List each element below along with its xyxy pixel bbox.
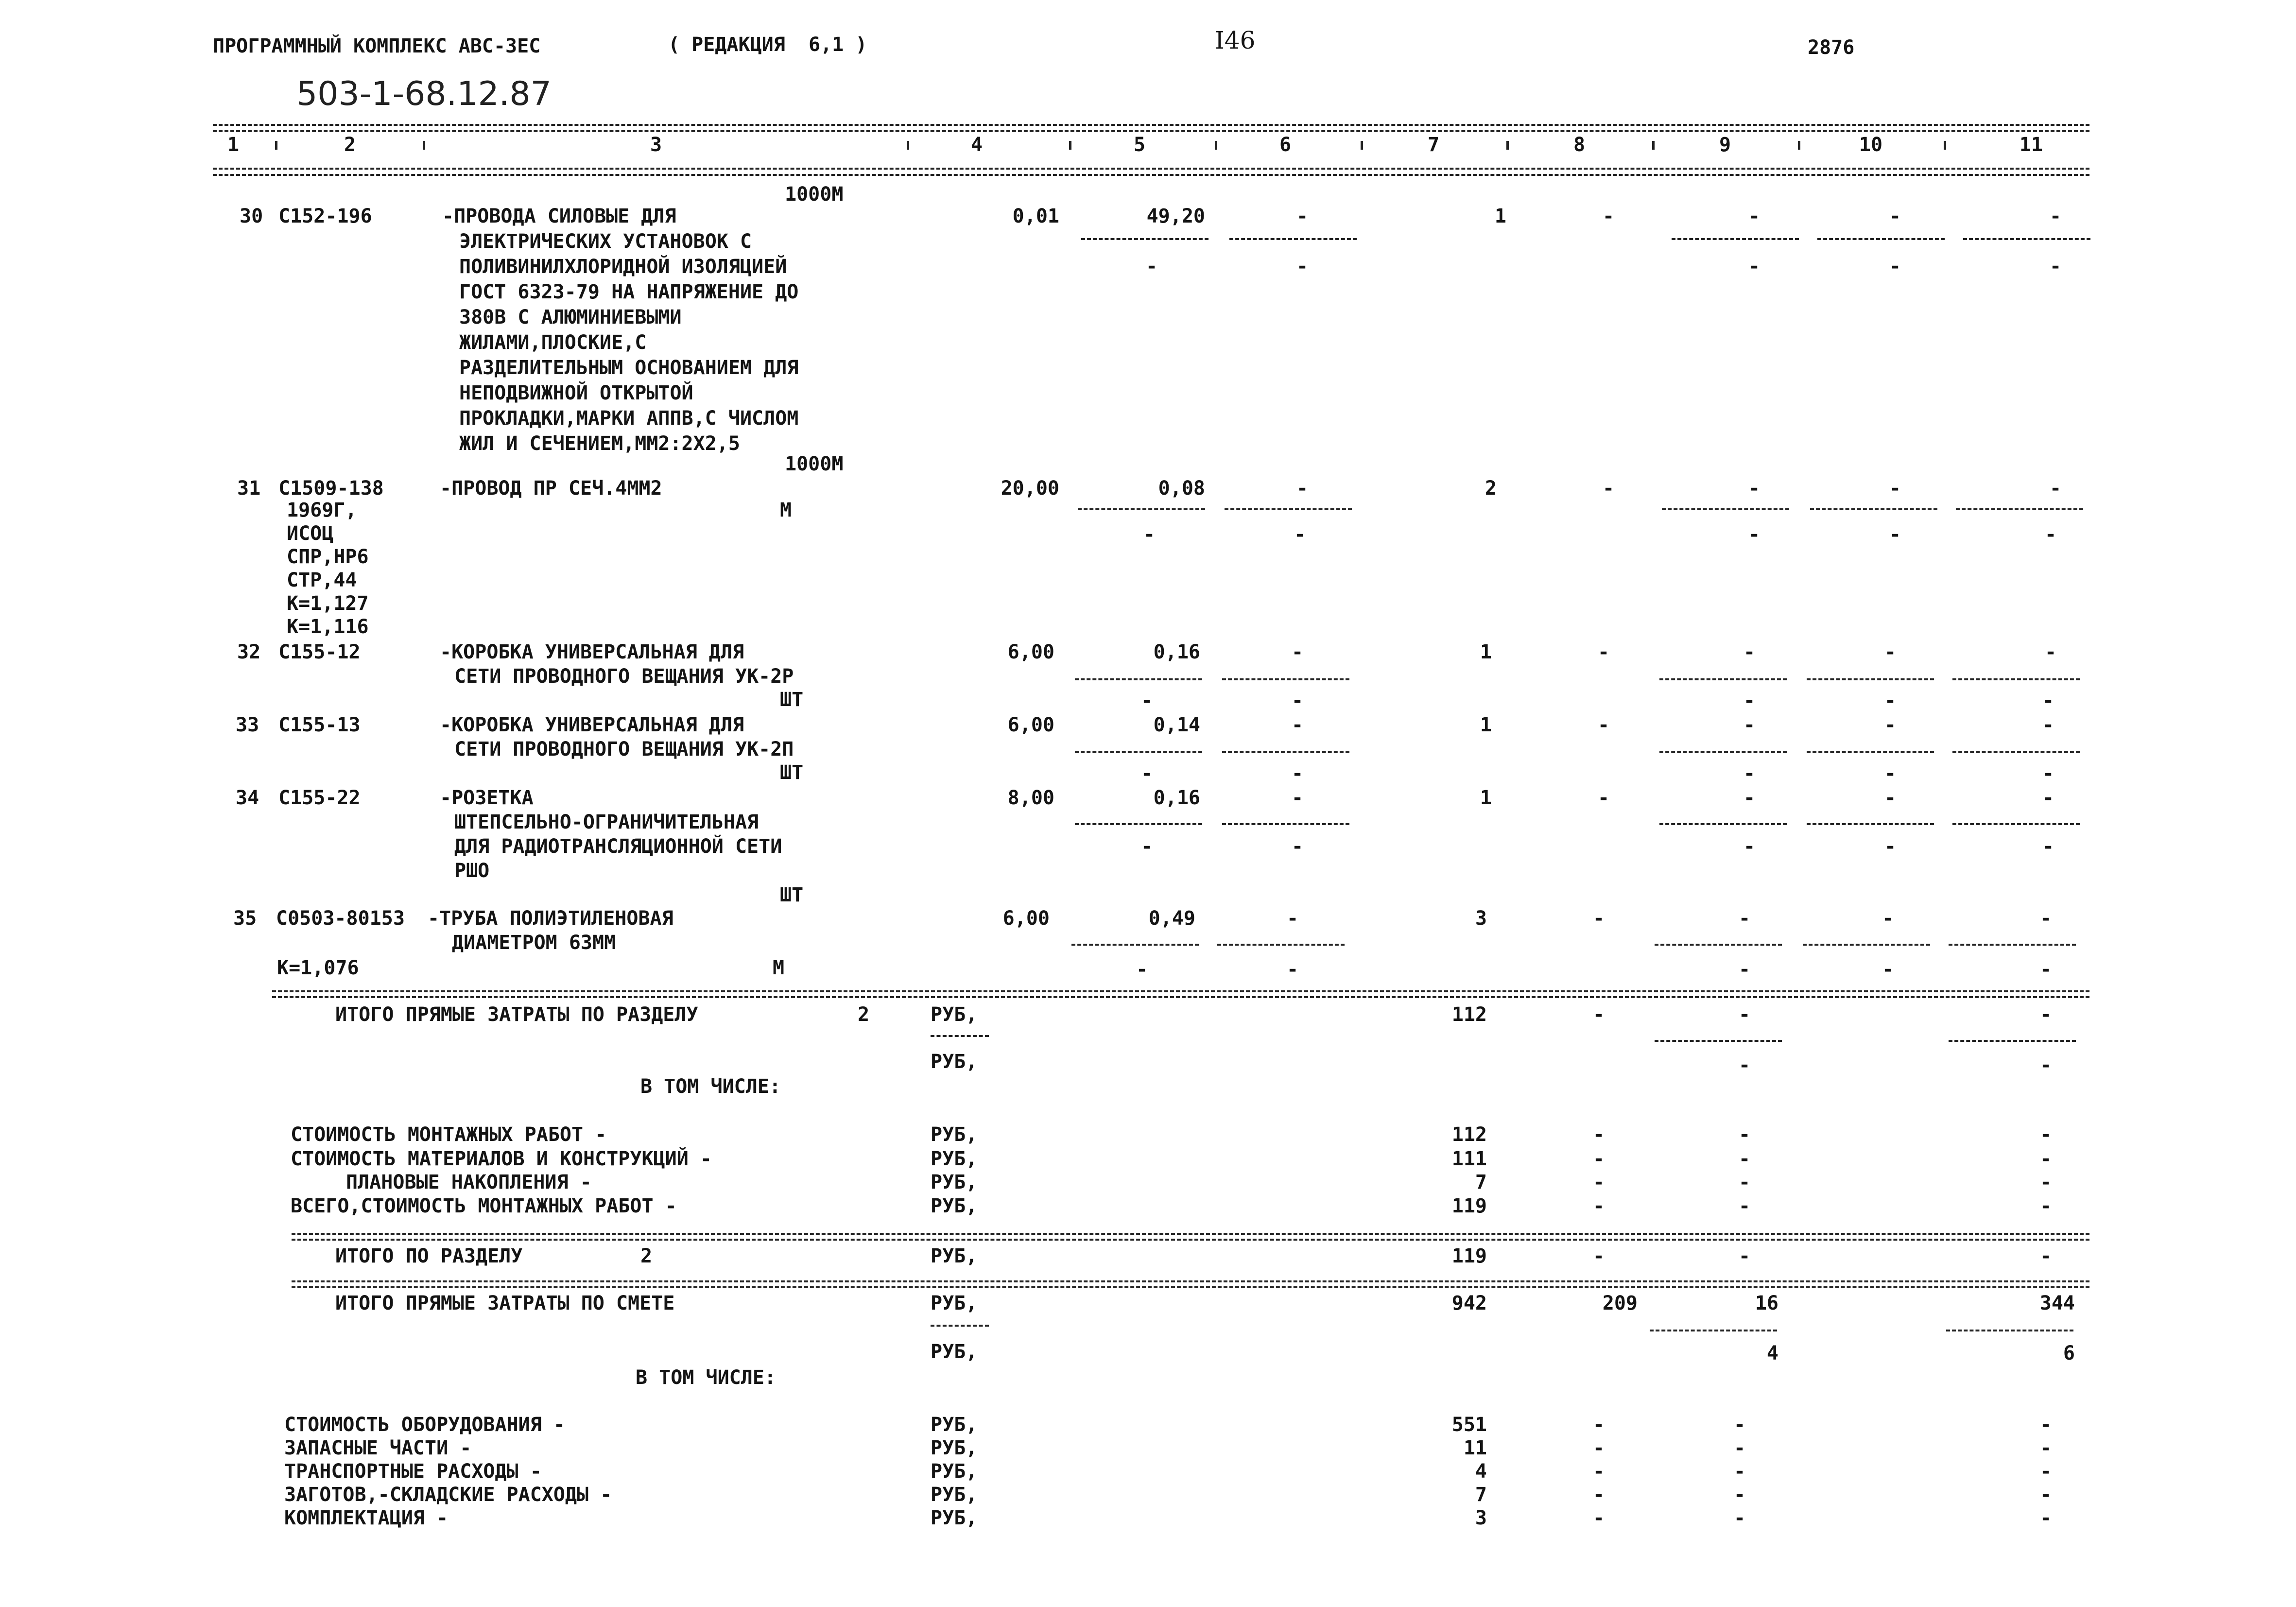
currency-label: РУБ,	[931, 1414, 978, 1436]
rate-code-note: К=1,127	[287, 592, 369, 615]
unit-label: ШТ	[780, 761, 804, 784]
table-top-rule-2	[213, 130, 2089, 132]
handwritten-project-code: 503-1-68.12.87	[296, 75, 552, 113]
rate-code: С152-196	[278, 205, 372, 227]
currency-label: РУБ,	[931, 1484, 978, 1506]
column-header-9: 9	[1719, 134, 1731, 156]
estimate-rule-2	[292, 1286, 2089, 1288]
cell-divider	[1655, 944, 1782, 946]
breakdown-label: ПЛАНОВЫЕ НАКОПЛЕНИЯ -	[346, 1171, 592, 1193]
cell-divider	[1229, 238, 1357, 240]
column-header-5: 5	[1133, 134, 1146, 156]
unit-label: М	[780, 499, 792, 521]
column-9-sub-value: -	[1743, 835, 1756, 858]
cell-divider	[1807, 751, 1934, 753]
total-cost-value: 1	[1480, 714, 1492, 736]
column-header-4: 4	[970, 134, 983, 156]
cell-divider	[1807, 823, 1934, 825]
cell-divider	[1075, 751, 1202, 753]
column-10-sub-value: -	[1884, 835, 1897, 858]
cell-divider	[1817, 238, 1945, 240]
description-line: ПОЛИВИНИЛХЛОРИДНОЙ ИЗОЛЯЦИЕЙ	[459, 256, 787, 278]
description-line: ДЛЯ РАДИОТРАНСЛЯЦИОННОЙ СЕТИ	[454, 835, 782, 858]
column-10-value: -	[1884, 787, 1897, 809]
cell-divider	[1081, 238, 1208, 240]
cell-divider	[1659, 678, 1787, 680]
column-11-value: -	[2039, 907, 2052, 930]
column-11-value: -	[2039, 1171, 2052, 1193]
cell-divider	[1946, 1330, 2073, 1331]
quantity-value: 6,00	[1007, 714, 1054, 736]
column-8-value: -	[1592, 1460, 1605, 1483]
column-9-value: -	[1743, 714, 1756, 736]
column-11-value: -	[2049, 205, 2062, 227]
breakdown-label: КОМПЛЕКТАЦИЯ -	[284, 1507, 449, 1529]
currency-label: РУБ,	[931, 1437, 978, 1459]
cell-divider	[1075, 823, 1202, 825]
unit-cost-value: 0,49	[1148, 907, 1195, 930]
section-direct-costs-label: ИТОГО ПРЯМЫЕ ЗАТРАТЫ ПО РАЗДЕЛУ	[335, 1003, 698, 1026]
column-9-sub-value: -	[1738, 958, 1751, 981]
column-11-sub-value: -	[2039, 958, 2052, 981]
column-11-value: -	[2039, 1437, 2052, 1459]
estimate-direct-costs-label: ИТОГО ПРЯМЫЕ ЗАТРАТЫ ПО СМЕТЕ	[335, 1292, 675, 1314]
description-line: -КОРОБКА УНИВЕРСАЛЬНАЯ ДЛЯ	[440, 714, 744, 736]
page-number: I46	[1215, 26, 1256, 54]
section-number: 2	[858, 1003, 870, 1026]
description-line: СЕТИ ПРОВОДНОГО ВЕЩАНИЯ УК-2Р	[454, 665, 794, 688]
breakdown-value: 3	[1475, 1507, 1487, 1529]
column-10-value: -	[1884, 641, 1897, 663]
column-9-sub-value: -	[1743, 762, 1756, 785]
column-11-value: -	[2039, 1195, 2052, 1217]
breakdown-label: ВСЕГО,СТОИМОСТЬ МОНТАЖНЫХ РАБОТ -	[291, 1195, 677, 1217]
cell-divider	[1952, 678, 2080, 680]
column-11-value: -	[2039, 1414, 2052, 1436]
section-total-rule	[292, 1233, 2089, 1235]
description-line: ДИАМЕТРОМ 63ММ	[452, 932, 616, 954]
currency-label: РУБ,	[931, 1292, 978, 1314]
column-8-value: -	[1592, 1195, 1605, 1217]
column-separator	[275, 141, 277, 150]
total-cost-value: 1	[1480, 641, 1492, 663]
column-8-value: -	[1592, 1003, 1605, 1026]
rate-code: С155-22	[278, 787, 361, 809]
column-11-value: -	[2042, 787, 2054, 809]
description-line: ЭЛЕКТРИЧЕСКИХ УСТАНОВОК С	[459, 230, 752, 253]
column-11-sub-value: -	[2044, 523, 2057, 546]
column-9-value: -	[1743, 641, 1756, 663]
rate-code-note: К=1,116	[287, 616, 369, 638]
section-number: 2	[640, 1245, 653, 1267]
column-6-sub-value: -	[1291, 835, 1304, 858]
column-11-value: -	[2044, 641, 2057, 663]
column-10-sub-value: -	[1884, 690, 1897, 712]
column-6-value: -	[1296, 477, 1309, 500]
rate-code-note: СПР,НР6	[287, 546, 369, 568]
column-separator	[1215, 141, 1217, 150]
column-8-value: -	[1592, 1484, 1605, 1506]
quantity-value: 8,00	[1007, 787, 1054, 809]
section-rule-2	[272, 996, 2089, 998]
column-11-sub-value: -	[2042, 835, 2054, 858]
column-6-sub-value: -	[1291, 762, 1304, 785]
column-separator	[1944, 141, 1946, 150]
breakdown-label: ЗАПАСНЫЕ ЧАСТИ -	[284, 1437, 472, 1459]
breakdown-label: СТОИМОСТЬ ОБОРУДОВАНИЯ -	[284, 1414, 565, 1436]
currency-label: РУБ,	[931, 1460, 978, 1483]
unit-label: 1000М	[785, 453, 844, 475]
description-line: ЖИЛ И СЕЧЕНИЕМ,ММ2:2Х2,5	[459, 432, 740, 455]
column-8-value: -	[1592, 907, 1605, 930]
total-cost-value: 3	[1475, 907, 1487, 930]
column-9-value: -	[1738, 1123, 1751, 1146]
column-8-value: -	[1597, 714, 1610, 736]
currency-label: РУБ,	[931, 1003, 978, 1026]
rate-code: С0503-80153	[276, 907, 405, 930]
rate-code-note: ИСОЦ	[287, 522, 334, 545]
column-10-sub-value: -	[1884, 762, 1897, 785]
description-line: СЕТИ ПРОВОДНОГО ВЕЩАНИЯ УК-2П	[454, 738, 794, 760]
column-10-value: -	[1882, 907, 1894, 930]
column-11-value: 344	[2039, 1292, 2075, 1314]
column-header-3: 3	[650, 134, 662, 156]
column-10-value: -	[1889, 205, 1901, 227]
column-11-sub-value: -	[2039, 1054, 2052, 1076]
column-8-value: -	[1592, 1123, 1605, 1146]
breakdown-value: 7	[1475, 1484, 1487, 1506]
column-6-value: -	[1296, 205, 1309, 227]
column-9-value: 16	[1755, 1292, 1778, 1314]
unit-cost-value: 0,16	[1153, 787, 1200, 809]
column-10-value: -	[1889, 477, 1901, 500]
column-11-value: -	[2039, 1460, 2052, 1483]
column-6-value: -	[1286, 907, 1299, 930]
total-cost-value: 112	[1451, 1003, 1487, 1026]
column-header-8: 8	[1573, 134, 1586, 156]
rate-code-note: 1969Г,	[287, 499, 357, 521]
column-6-value: -	[1291, 641, 1304, 663]
rate-code-note: СТР,44	[287, 569, 357, 591]
unit-label: М	[773, 957, 785, 979]
breakdown-value: 112	[1451, 1123, 1487, 1146]
column-9-value: -	[1738, 1148, 1751, 1170]
column-8-value: -	[1592, 1414, 1605, 1436]
column-9-value: -	[1738, 1171, 1751, 1193]
cell-divider	[1963, 238, 2090, 240]
cell-divider	[1810, 508, 1937, 510]
column-header-10: 10	[1859, 134, 1883, 156]
unit-cost-value: 0,14	[1153, 714, 1200, 736]
column-11-sub-value: -	[2042, 762, 2054, 785]
cell-divider	[1078, 508, 1205, 510]
column-11-value: -	[2042, 714, 2054, 736]
section-rule	[272, 990, 2089, 992]
column-separator	[907, 141, 909, 150]
quantity-value: 6,00	[1002, 907, 1050, 930]
quantity-value: 20,00	[1001, 477, 1059, 500]
column-5-sub-value: -	[1136, 958, 1148, 981]
column-header-7: 7	[1427, 134, 1440, 156]
including-label: В ТОМ ЧИСЛЕ:	[640, 1075, 781, 1098]
description-line: -РОЗЕТКА	[440, 787, 534, 809]
header-bottom-rule	[213, 168, 2089, 170]
column-separator	[1069, 141, 1071, 150]
column-9-sub-value: -	[1748, 255, 1761, 277]
column-8-value: -	[1597, 787, 1610, 809]
column-separator	[1798, 141, 1800, 150]
column-9-value: -	[1733, 1484, 1746, 1506]
cell-divider	[1222, 678, 1349, 680]
column-8-value: -	[1597, 641, 1610, 663]
column-separator	[1652, 141, 1655, 150]
column-10-sub-value: -	[1882, 958, 1894, 981]
currency-divider	[931, 1325, 989, 1327]
column-9-value: -	[1733, 1507, 1746, 1529]
document-number: 2876	[1808, 36, 1855, 59]
cell-divider	[1949, 944, 2076, 946]
edition-label: ( РЕДАКЦИЯ 6,1 )	[668, 34, 867, 56]
row-number: 32	[237, 641, 261, 663]
total-cost-value: 942	[1451, 1292, 1487, 1314]
breakdown-value: 551	[1451, 1414, 1487, 1436]
section-total-label: ИТОГО ПО РАЗДЕЛУ	[335, 1245, 523, 1267]
column-6-sub-value: -	[1291, 690, 1304, 712]
currency-label: РУБ,	[931, 1148, 978, 1170]
column-11-sub-value: -	[2042, 690, 2054, 712]
column-5-sub-value: -	[1140, 762, 1153, 785]
column-9-value: -	[1738, 1245, 1751, 1267]
column-8-value: -	[1602, 477, 1615, 500]
cell-divider	[1659, 751, 1787, 753]
column-9-value: -	[1738, 907, 1751, 930]
column-6-value: -	[1291, 787, 1304, 809]
column-8-value: -	[1602, 205, 1615, 227]
column-9-value: -	[1748, 477, 1761, 500]
column-9-value: -	[1733, 1414, 1746, 1436]
row-number: 30	[240, 205, 263, 227]
table-top-rule	[213, 124, 2089, 126]
cell-divider	[1956, 508, 2083, 510]
unit-label: 1000М	[785, 183, 844, 206]
column-header-1: 1	[227, 134, 240, 156]
column-header-6: 6	[1279, 134, 1292, 156]
breakdown-label: ЗАГОТОВ,-СКЛАДСКИЕ РАСХОДЫ -	[284, 1484, 612, 1506]
description-line: НЕПОДВИЖНОЙ ОТКРЫТОЙ	[459, 382, 693, 404]
column-11-sub-value: -	[2049, 255, 2062, 277]
breakdown-label: ТРАНСПОРТНЫЕ РАСХОДЫ -	[284, 1460, 542, 1483]
column-9-sub-value: -	[1748, 523, 1761, 546]
column-6-sub-value: -	[1294, 523, 1306, 546]
cell-divider	[1655, 1040, 1782, 1042]
quantity-value: 0,01	[1012, 205, 1059, 227]
currency-divider	[931, 1035, 989, 1037]
row-number: 34	[236, 787, 259, 809]
program-name: ПРОГРАММНЫЙ КОМПЛЕКС АВС-3ЕС	[213, 35, 541, 57]
row-number: 35	[233, 907, 257, 930]
breakdown-value: 7	[1475, 1171, 1487, 1193]
column-11-value: -	[2049, 477, 2062, 500]
cell-divider	[1217, 944, 1345, 946]
including-label: В ТОМ ЧИСЛЕ:	[636, 1366, 776, 1389]
description-line: РШО	[454, 860, 490, 882]
header-bottom-rule-2	[213, 174, 2089, 176]
column-10-value: -	[1884, 714, 1897, 736]
cell-divider	[1225, 508, 1352, 510]
column-10-sub-value: -	[1889, 523, 1901, 546]
column-separator	[1506, 141, 1509, 150]
column-8-value: -	[1592, 1437, 1605, 1459]
column-9-value: -	[1733, 1437, 1746, 1459]
row-number: 33	[236, 714, 259, 736]
unit-cost-value: 0,08	[1158, 477, 1205, 500]
column-8-value: -	[1592, 1245, 1605, 1267]
description-line: 380В С АЛЮМИНИЕВЫМИ	[459, 306, 682, 328]
description-line: ПРОКЛАДКИ,МАРКИ АППВ,С ЧИСЛОМ	[459, 407, 799, 430]
column-9-value: -	[1738, 1195, 1751, 1217]
currency-label: РУБ,	[931, 1245, 978, 1267]
currency-label: РУБ,	[931, 1171, 978, 1193]
rate-code: С1509-138	[278, 477, 384, 500]
cell-divider	[1949, 1040, 2076, 1042]
breakdown-value: 11	[1463, 1437, 1487, 1459]
cell-divider	[1952, 823, 2080, 825]
total-cost-value: 1	[1494, 205, 1506, 227]
cell-divider	[1659, 823, 1787, 825]
cell-divider	[1662, 508, 1789, 510]
column-9-sub-value: 4	[1766, 1342, 1778, 1365]
cell-divider	[1222, 751, 1349, 753]
row-number: 31	[237, 477, 261, 500]
section-total-rule-2	[292, 1239, 2089, 1241]
column-11-value: -	[2039, 1507, 2052, 1529]
description-line: РАЗДЕЛИТЕЛЬНЫМ ОСНОВАНИЕМ ДЛЯ	[459, 357, 799, 379]
breakdown-label: СТОИМОСТЬ МОНТАЖНЫХ РАБОТ -	[291, 1123, 607, 1146]
column-5-sub-value: -	[1145, 255, 1158, 277]
description-line: ГОСТ 6323-79 НА НАПРЯЖЕНИЕ ДО	[459, 281, 799, 303]
cell-divider	[1807, 678, 1934, 680]
currency-label: РУБ,	[931, 1341, 978, 1363]
breakdown-value: 119	[1451, 1195, 1487, 1217]
total-cost-value: 1	[1480, 787, 1492, 809]
rate-code: С155-13	[278, 714, 361, 736]
cell-divider	[1071, 944, 1199, 946]
column-separator	[423, 141, 425, 150]
description-line: ШТЕПСЕЛЬНО-ОГРАНИЧИТЕЛЬНАЯ	[454, 811, 759, 833]
cell-divider	[1803, 944, 1930, 946]
total-cost-value: 2	[1485, 477, 1497, 500]
cell-divider	[1075, 678, 1202, 680]
column-5-sub-value: -	[1140, 690, 1153, 712]
unit-label: ШТ	[780, 884, 804, 906]
breakdown-value: 111	[1451, 1148, 1487, 1170]
unit-cost-value: 49,20	[1146, 205, 1205, 227]
estimate-rule	[292, 1280, 2089, 1282]
column-header-11: 11	[2019, 134, 2043, 156]
column-header-2: 2	[344, 134, 356, 156]
quantity-value: 6,00	[1007, 641, 1054, 663]
column-6-sub-value: -	[1286, 958, 1299, 981]
column-10-sub-value: -	[1889, 255, 1901, 277]
currency-label: РУБ,	[931, 1051, 978, 1073]
rate-code: С155-12	[278, 641, 361, 663]
column-6-value: -	[1291, 714, 1304, 736]
cell-divider	[1650, 1330, 1777, 1331]
description-line: -ТРУБА ПОЛИЭТИЛЕНОВАЯ	[428, 907, 673, 930]
column-9-value: -	[1743, 787, 1756, 809]
cell-divider	[1222, 823, 1349, 825]
column-separator	[1361, 141, 1363, 150]
description-line: -ПРОВОД ПР СЕЧ.4ММ2	[440, 477, 662, 500]
breakdown-label: СТОИМОСТЬ МАТЕРИАЛОВ И КОНСТРУКЦИЙ -	[291, 1148, 712, 1170]
column-8-value: -	[1592, 1171, 1605, 1193]
column-9-sub-value: -	[1738, 1054, 1751, 1076]
currency-label: РУБ,	[931, 1195, 978, 1217]
column-6-sub-value: -	[1296, 255, 1309, 277]
cell-divider	[1672, 238, 1799, 240]
description-line: -КОРОБКА УНИВЕРСАЛЬНАЯ ДЛЯ	[440, 641, 744, 663]
column-8-value: 209	[1602, 1292, 1638, 1314]
currency-label: РУБ,	[931, 1123, 978, 1146]
cell-divider	[1952, 751, 2080, 753]
column-11-value: -	[2039, 1003, 2052, 1026]
column-9-value: -	[1748, 205, 1761, 227]
column-9-value: -	[1733, 1460, 1746, 1483]
column-11-value: -	[2039, 1123, 2052, 1146]
column-11-value: -	[2039, 1245, 2052, 1267]
unit-cost-value: 0,16	[1153, 641, 1200, 663]
description-line: ЖИЛАМИ,ПЛОСКИЕ,С	[459, 331, 647, 354]
rate-code-note: К=1,076	[277, 957, 359, 979]
unit-label: ШТ	[780, 689, 804, 711]
total-cost-value: 119	[1451, 1245, 1487, 1267]
description-line: -ПРОВОДА СИЛОВЫЕ ДЛЯ	[442, 205, 676, 227]
column-8-value: -	[1592, 1148, 1605, 1170]
column-8-value: -	[1592, 1507, 1605, 1529]
column-11-value: -	[2039, 1148, 2052, 1170]
column-5-sub-value: -	[1143, 523, 1156, 546]
currency-label: РУБ,	[931, 1507, 978, 1529]
breakdown-value: 4	[1475, 1460, 1487, 1483]
column-9-value: -	[1738, 1003, 1751, 1026]
column-5-sub-value: -	[1140, 835, 1153, 858]
column-11-value: -	[2039, 1484, 2052, 1506]
column-9-sub-value: -	[1743, 690, 1756, 712]
column-11-sub-value: 6	[2063, 1342, 2075, 1365]
